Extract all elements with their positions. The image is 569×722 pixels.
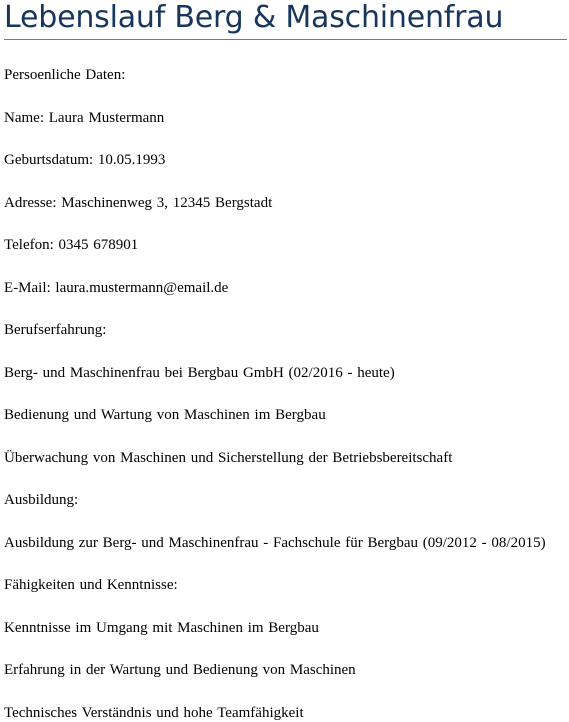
document-title: Lebenslauf Berg & Maschinenfrau <box>4 0 504 35</box>
title-divider <box>4 39 567 40</box>
education-entry: Ausbildung zur Berg- und Maschinenfrau - Fachschule für Bergbau (09/2012 - 08/2015) <box>4 535 546 551</box>
skill-1: Kenntnisse im Umgang mit Maschinen im Bergbau <box>4 620 319 636</box>
section-heading-education: Ausbildung: <box>4 492 79 508</box>
personal-birthdate: Geburtsdatum: 10.05.1993 <box>4 152 166 168</box>
personal-email: E-Mail: laura.mustermann@email.de <box>4 280 229 296</box>
experience-task-2: Überwachung von Maschinen und Sicherstellung der Betriebsbereitschaft <box>4 450 453 466</box>
personal-name: Name: Laura Mustermann <box>4 110 165 126</box>
personal-address: Adresse: Maschinenweg 3, 12345 Bergstadt <box>4 195 273 211</box>
experience-position: Berg- und Maschinenfrau bei Bergbau GmbH (02/2016 - heute) <box>4 365 395 381</box>
personal-phone: Telefon: 0345 678901 <box>4 237 139 253</box>
section-heading-experience: Berufserfahrung: <box>4 322 107 338</box>
skill-2: Erfahrung in der Wartung und Bedienung von Maschinen <box>4 662 356 678</box>
experience-task-1: Bedienung und Wartung von Maschinen im Bergbau <box>4 407 326 423</box>
section-heading-personal: Persoenliche Daten: <box>4 67 126 83</box>
skill-3: Technisches Verständnis und hohe Teamfähigkeit <box>4 705 304 721</box>
section-heading-skills: Fähigkeiten und Kenntnisse: <box>4 577 178 593</box>
